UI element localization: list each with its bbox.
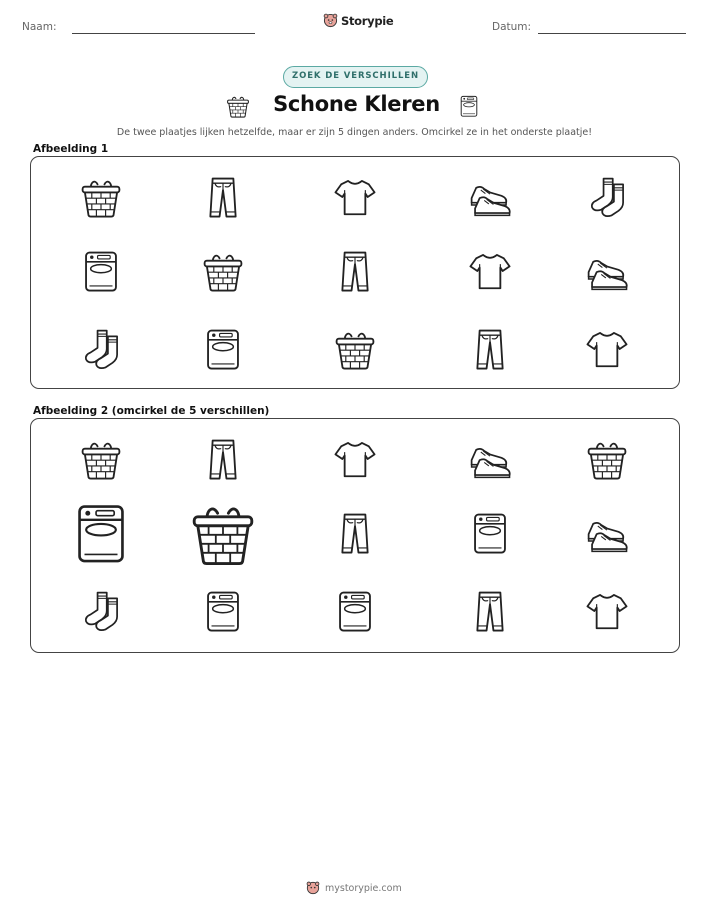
page-title: Schone Kleren — [273, 92, 440, 116]
find-differences-badge: ZOEK DE VERSCHILLEN — [283, 66, 428, 88]
pants-icon[interactable] — [467, 588, 513, 634]
name-field[interactable] — [72, 33, 255, 34]
instructions-text: De twee plaatjes lijken hetzelfde, maar er zijn 5 dingen anders. Omcirkel ze in het onderste plaatje! — [116, 127, 593, 138]
basket-icon — [224, 93, 252, 123]
tshirt-icon[interactable] — [584, 588, 630, 634]
pants-icon[interactable] — [200, 436, 246, 482]
date-field[interactable] — [538, 33, 686, 34]
basket-icon[interactable] — [187, 497, 259, 569]
footer — [306, 881, 402, 895]
basket-icon[interactable] — [332, 326, 378, 372]
name-label: Naam: — [22, 21, 57, 33]
pants-icon[interactable] — [332, 510, 378, 556]
basket-icon[interactable] — [200, 248, 246, 294]
basket-icon[interactable] — [584, 436, 630, 482]
sneakers-icon[interactable] — [467, 174, 513, 220]
washing-machine-icon[interactable] — [467, 510, 513, 556]
picture-panel-2[interactable] — [30, 418, 680, 653]
pants-icon[interactable] — [200, 174, 246, 220]
washing-machine-icon[interactable] — [78, 248, 124, 294]
brand-name: Storypie — [341, 13, 394, 28]
tshirt-icon[interactable] — [332, 436, 378, 482]
picture-panel-1[interactable] — [30, 156, 680, 389]
socks-icon[interactable] — [584, 174, 630, 220]
tshirt-icon[interactable] — [584, 326, 630, 372]
socks-icon[interactable] — [78, 326, 124, 372]
socks-icon[interactable] — [78, 588, 124, 634]
tshirt-icon[interactable] — [467, 248, 513, 294]
sneakers-icon[interactable] — [467, 436, 513, 482]
pants-icon[interactable] — [332, 248, 378, 294]
panel1-label: Afbeelding 1 — [33, 143, 109, 155]
storypie-mascot-icon — [306, 881, 320, 895]
basket-icon[interactable] — [78, 174, 124, 220]
basket-icon[interactable] — [78, 436, 124, 482]
washing-machine-icon — [457, 93, 481, 123]
washing-machine-icon[interactable] — [68, 500, 134, 566]
washing-machine-icon[interactable] — [332, 588, 378, 634]
storypie-logo — [323, 13, 393, 28]
storypie-mascot-icon — [323, 13, 338, 28]
footer-url[interactable]: mystorypie.com — [325, 882, 402, 894]
pants-icon[interactable] — [467, 326, 513, 372]
sneakers-icon[interactable] — [584, 248, 630, 294]
panel2-label: Afbeelding 2 (omcirkel de 5 verschillen) — [33, 405, 270, 417]
tshirt-icon[interactable] — [332, 174, 378, 220]
washing-machine-icon[interactable] — [200, 326, 246, 372]
sneakers-icon[interactable] — [584, 510, 630, 556]
washing-machine-icon[interactable] — [200, 588, 246, 634]
date-label: Datum: — [492, 21, 532, 33]
